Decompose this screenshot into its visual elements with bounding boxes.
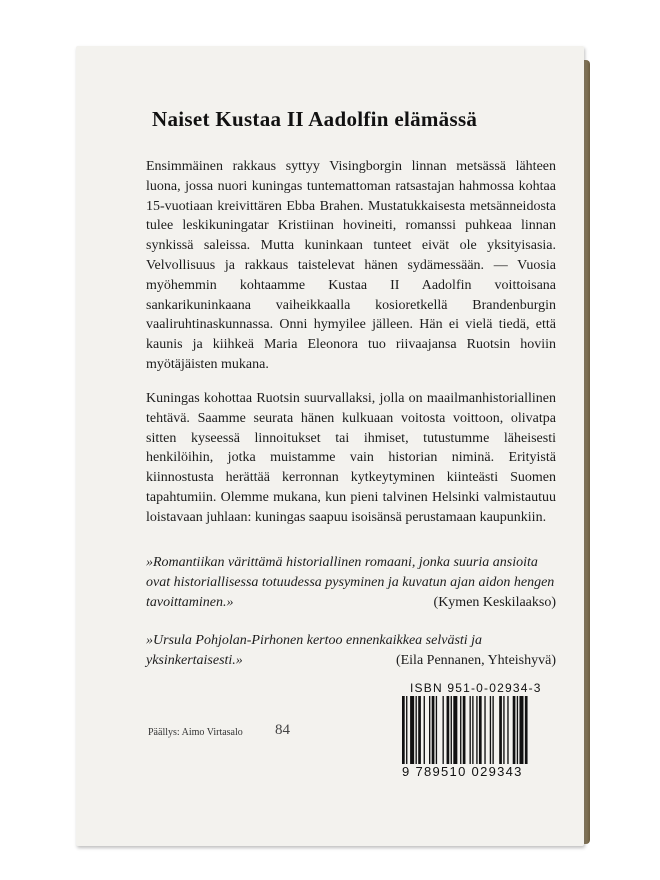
barcode-icon xyxy=(400,696,570,764)
barcode-bar xyxy=(410,696,414,764)
barcode-bar xyxy=(472,696,473,764)
review-quote-source: (Eila Pennanen, Yhteishyvä) xyxy=(395,652,556,668)
review-quote-1 xyxy=(146,553,556,612)
review-quote-text: »Ursula Pohjolan-Pirhonen kertoo ennenkaikkea selvästi ja yksinkertaisesti.» xyxy=(146,633,483,668)
barcode-bar xyxy=(476,696,477,764)
barcode-bar xyxy=(451,696,452,764)
blurb-paragraph-1: Ensimmäinen rakkaus syttyy Visingborgin linnan metsässä lähteen luona, jossa nuori kuningas tuntemattoman ratsastajan hahmossa kohtaa 15-vuotiaan kreivittären Ebba Brahen. Mustatukkaisesta metsänneidosta tulee leskikuningatar Kristiinan hovineiti, romanssi puhkeaa linnan synkissä saleissa. Mutta kuninkaan tunteet eivät ole yksityisasia. Velvollisuus ja rakkaus taistelevat hänen sydämessään. — Vuosia myöhemmin kohtaamme Kustaa II Aadolfin voittoisana sankarikuninkaana vaiheikkaalla kosioretkellä Brandenburgin vaaliruhtinaskunnassa. Onni hymyilee jälleen. Hän ei vielä tiedä, että kaunis ja kiihkeä Maria Eleonora tuo riivaajansa Ruotsin hoviin myötäjäisten mukana. xyxy=(146,159,556,372)
cover-design-credit: Päällys: Aimo Virtasalo xyxy=(148,727,243,738)
barcode-bar xyxy=(432,696,435,764)
barcode-bar xyxy=(492,696,493,764)
barcode-bar xyxy=(513,696,516,764)
print-code: 84 xyxy=(275,722,290,738)
barcode-bar xyxy=(453,696,457,764)
barcode-bar xyxy=(443,696,444,764)
barcode-digits: 9 789510 029343 xyxy=(402,764,523,779)
barcode-bar xyxy=(507,696,508,764)
barcode-bar xyxy=(418,696,421,764)
book-title: Naiset Kustaa II Aadolfin elämässä xyxy=(152,107,478,131)
barcode-bar xyxy=(503,696,504,764)
barcode-bar xyxy=(470,696,471,764)
barcode-bar xyxy=(429,696,430,764)
barcode-bar xyxy=(463,696,466,764)
barcode-bar xyxy=(525,696,528,764)
barcode-bar xyxy=(484,696,485,764)
barcode-bar xyxy=(499,696,502,764)
blurb-paragraph-2: Kuningas kohottaa Ruotsin suurvallaksi, jolla on maailmanhistoriallinen tehtävä. Saamme seurata hänen kulkuaan voitosta voittoon, olivatpa sitten kyseessä linnoitukset tai ihmiset, tutustumme läheisesti henkilöihin, jotka muistamme vain historian niminä. Erityistä kiinnostusta herättää kerronnan kytkeytyminen kiinteästi Suomen tapahtumiin. Olemme mukana, kun pieni talvinen Helsinki valmistautuu loistavaan juhlaan: kuningas saapuu isoisänsä perustamaan kaupunkiin. xyxy=(146,391,556,525)
barcode-bar xyxy=(406,696,407,764)
review-quote-text: »Romantiikan värittämä historiallinen romaani, jonka suuria ansioita ovat historiallisessa totuudessa pysyminen ja kuvatun ajan aidon hengen tavoittaminen.» xyxy=(146,555,555,610)
review-quote-2 xyxy=(146,631,556,671)
barcode-bar xyxy=(490,696,491,764)
barcode-bar xyxy=(436,696,437,764)
isbn-number: ISBN 951-0-02934-3 xyxy=(410,681,542,695)
barcode-bar xyxy=(460,696,461,764)
barcode-bar xyxy=(519,696,523,764)
review-quote-source: (Kymen Keskilaakso) xyxy=(433,594,556,610)
barcode-bar xyxy=(402,696,405,764)
barcode-bar xyxy=(416,696,417,764)
barcode-bar xyxy=(517,696,518,764)
barcode-bar xyxy=(479,696,482,764)
barcode-bar xyxy=(424,696,425,764)
barcode-bar xyxy=(447,696,450,764)
